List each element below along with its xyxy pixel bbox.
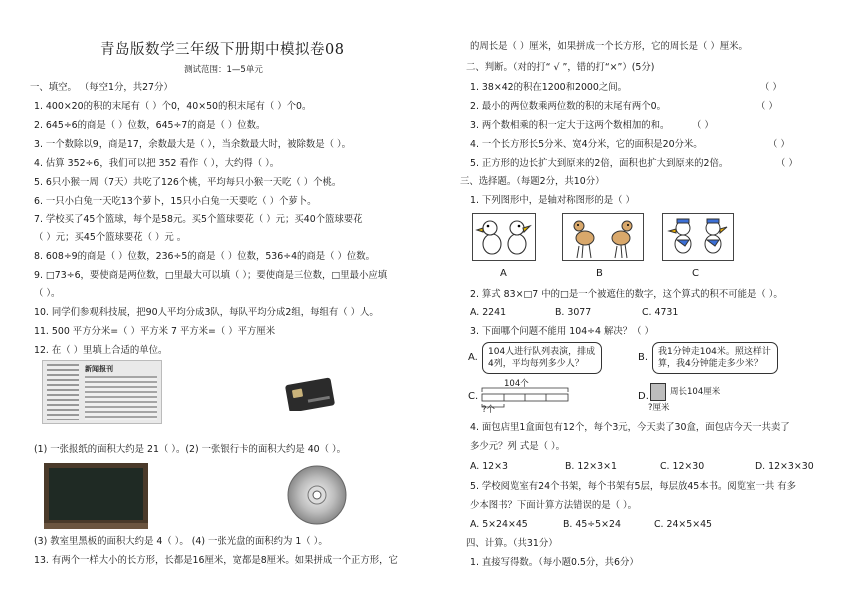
choice-2-option-c[interactable]: C. 4731 (641, 307, 679, 318)
choice-1-figure-c-donald[interactable] (662, 213, 734, 261)
judge-3: 3. 两个数相乘的积一定大于这两个数相加的和。 (470, 120, 670, 131)
choice-1-label-c: C (692, 268, 699, 279)
choice-5-options (470, 519, 712, 531)
choice-4-option-b[interactable]: B. 12×3×1 (564, 461, 617, 472)
bank-card-image (285, 375, 337, 411)
choice-1-figure-a-ducks[interactable] (472, 213, 536, 261)
question-7: 7. 学校买了45个篮球，每个是58元。买5个篮球要花（ ）元；买40个篮球要花 (34, 214, 363, 225)
blackboard-image (44, 463, 148, 531)
choice-2-option-b[interactable]: B. 3077 (554, 307, 592, 318)
right-column (430, 0, 860, 608)
choice-3-d-unknown-label: ?厘米 (648, 403, 670, 413)
judge-5-answer[interactable]: （ ） (776, 158, 798, 169)
choice-4-option-d[interactable]: D. 12×3×30 (754, 461, 814, 472)
test-scope: 测试范围：1—5单元 (184, 65, 263, 75)
section-2-heading: 二、判断。（对的打“ √ ”，错的打“×”）(5分) (466, 62, 655, 73)
choice-5-option-c[interactable]: C. 24×5×45 (653, 519, 713, 530)
choice-5-continued: 少本图书？下面计算方法错误的是（ ）。 (470, 500, 638, 511)
question-7-continued: （ ）元；买45个篮球要花（ ）元 。 (34, 232, 187, 243)
choice-3-c-total-label: 104个 (504, 379, 529, 389)
judge-4-answer[interactable]: （ ） (768, 139, 790, 150)
choice-4-options (470, 461, 814, 473)
choice-3-option-a[interactable]: 104人进行队列表演，排成4列，平均每列多少人？ (482, 342, 602, 374)
question-1: 1. 400×20的积的末尾有（ ）个0，40×50的积末尾有（ ）个0。 (34, 101, 312, 112)
judge-4: 4. 一个长方形长5分米、宽4分米，它的面积是20分米。 (470, 139, 703, 150)
judge-3-answer[interactable]: （ ） (692, 120, 714, 131)
choice-5-option-a[interactable]: A. 5×24×45 (470, 519, 528, 530)
choice-1-figure-b-deer[interactable] (562, 213, 644, 261)
question-3: 3. 一个数除以9，商是17，余数最大是（ ），当余数最大时，被除数是（ ）。 (34, 139, 352, 150)
question-6: 6. 一只小白兔一天吃13个萝卜，15只小白兔一天要吃（ ）个萝卜。 (34, 196, 317, 207)
choice-4-option-c[interactable]: C. 12×30 (659, 461, 705, 472)
choice-5-option-b[interactable]: B. 45÷5×24 (562, 519, 621, 530)
question-12-part-a: (1) 一张报纸的面积大约是 21（ ）。(2) 一张银行卡的面积大约是 40（ ）。 (34, 444, 347, 455)
page-title: 青岛版数学三年级下册期中模拟卷08 (100, 42, 345, 58)
judge-5: 5. 正方形的边长扩大到原来的2倍，面积也扩大到原来的2倍。 (470, 158, 729, 169)
choice-4: 4. 面包店里1盒面包有12个，每个3元，今天卖了30盒，面包店今天一共卖了 (470, 422, 790, 433)
question-9: 9. □73÷6，要使商是两位数，□里最大可以填（ ）；要使商是三位数，□里最小应填 (34, 270, 388, 281)
question-9-continued: （ ）。 (34, 288, 61, 299)
choice-3-letter-a: A. (468, 352, 478, 363)
question-13-continued: 的周长是（ ）厘米，如果拼成一个长方形，它的周长是（ ）厘米。 (470, 41, 748, 52)
section-4-heading: 四、计算。（共31分） (466, 538, 558, 549)
question-13: 13. 有两个一样大小的长方形，长都是16厘米，宽都是8厘米。如果拼成一个正方形，它 (34, 555, 398, 566)
choice-3-d-perimeter-label: 周长104厘米 (670, 387, 721, 397)
question-10: 10. 同学们参观科技展，把90人平均分成3队，每队平均分成2组，每组有（ ）人。 (34, 307, 379, 318)
choice-4-continued: 多少元？列 式是（ ）。 (470, 441, 566, 452)
choice-2-options (470, 307, 678, 319)
question-8: 8. 608÷9的商是（ ）位数，236÷5的商是（ ）位数，536÷4的商是（ ）位数。 (34, 251, 376, 262)
section-3-heading: 三、选择题。（每题2分，共10分） (460, 176, 605, 187)
choice-2-option-a[interactable]: A. 2241 (470, 307, 507, 318)
question-2: 2. 645÷6的商是（ ）位数，645÷7的商是（ ）位数。 (34, 120, 266, 131)
section-1-heading: 一、填空。 （每空1分，共27分） (30, 82, 173, 93)
newspaper-image (42, 360, 162, 424)
choice-3-letter-d: D. (638, 391, 649, 402)
choice-3-option-b[interactable]: 我1分钟走104米。照这样计算，我4分钟能走多少米？ (652, 342, 778, 374)
choice-1-label-a: A (500, 268, 507, 279)
compact-disc-image (286, 464, 348, 526)
judge-2-answer[interactable]: （ ） (756, 101, 778, 112)
judge-1: 1. 38×42的积在1200和2000之间。 (470, 82, 627, 93)
choice-3-letter-c: C. (468, 391, 479, 402)
choice-3-c-unknown-label: ?个 (482, 405, 496, 415)
choice-3-option-d-square[interactable] (650, 383, 666, 401)
question-4: 4. 估算 352÷6，我们可以把 352 看作（ ），大约得（ ）。 (34, 158, 280, 169)
choice-4-option-a[interactable]: A. 12×3 (470, 461, 508, 472)
choice-3-letter-b: B. (638, 352, 649, 363)
calc-1-heading: 1. 直接写得数。（每小题0.5分，共6分） (470, 557, 639, 568)
choice-3: 3. 下面哪个问题不能用 104÷4 解决？（ ） (470, 326, 654, 337)
choice-1-label-b: B (596, 268, 603, 279)
question-11: 11. 500 平方分米=（ ）平方米 7 平方米=（ ）平方厘米 (34, 326, 276, 337)
question-5: 5. 6只小猴一周（7天）共吃了126个桃，平均每只小猴一天吃（ ）个桃。 (34, 177, 342, 188)
newspaper-masthead: 新闻报刊 (85, 365, 113, 373)
choice-5: 5. 学校阅览室有24个书架，每个书架有5层，每层放45本书。阅览室一共 有多 (470, 481, 796, 492)
choice-1: 1. 下列图形中，是轴对称图形的是（ ） (470, 195, 635, 206)
choice-2: 2. 算式 83×□7 中的□是一个被遮住的数字，这个算式的积不可能是（ ）。 (470, 289, 783, 300)
question-12: 12. 在（ ）里填上合适的单位。 (34, 345, 168, 356)
judge-1-answer[interactable]: （ ） (760, 82, 782, 93)
judge-2: 2. 最小的两位数乘两位数的积的末尾有两个0。 (470, 101, 667, 112)
question-12-part-b: (3) 教室里黑板的面积大约是 4（ ）。 (4) 一张光盘的面积约为 1（ ）。 (34, 536, 328, 547)
